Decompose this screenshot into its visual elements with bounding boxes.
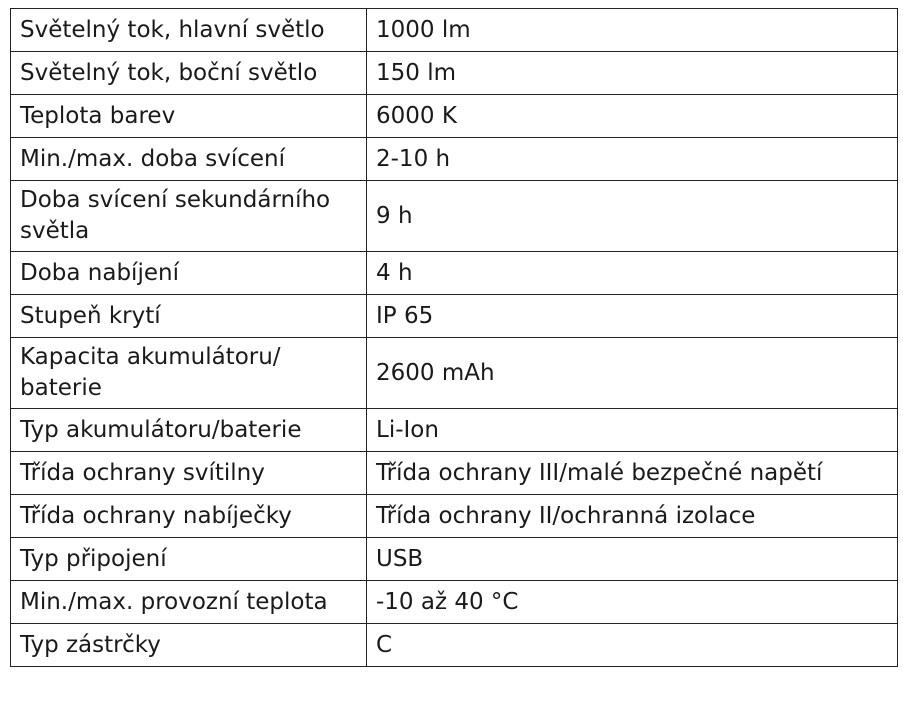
table-row xyxy=(11,95,898,138)
spec-value: IP 65 xyxy=(367,295,898,338)
spec-label: Min./max. provozní teplota xyxy=(11,581,367,624)
table-row xyxy=(11,624,898,667)
spec-label: Třída ochrany nabíječky xyxy=(11,495,367,538)
spec-value: 2600 mAh xyxy=(367,338,898,409)
spec-value: 4 h xyxy=(367,252,898,295)
table-row xyxy=(11,9,898,52)
spec-value: -10 až 40 °C xyxy=(367,581,898,624)
spec-table xyxy=(10,8,898,667)
spec-label: Typ připojení xyxy=(11,538,367,581)
table-row xyxy=(11,252,898,295)
spec-value: Třída ochrany III/malé bezpečné napětí xyxy=(367,452,898,495)
spec-label: Typ zástrčky xyxy=(11,624,367,667)
table-row xyxy=(11,495,898,538)
spec-value: 150 lm xyxy=(367,52,898,95)
spec-label: Typ akumulátoru/baterie xyxy=(11,409,367,452)
spec-label: Doba svícení sekundárního světla xyxy=(11,181,367,252)
spec-value: 2-10 h xyxy=(367,138,898,181)
table-row xyxy=(11,52,898,95)
spec-label: Třída ochrany svítilny xyxy=(11,452,367,495)
spec-label: Kapacita akumulátoru/ baterie xyxy=(11,338,367,409)
spec-value: C xyxy=(367,624,898,667)
table-row xyxy=(11,138,898,181)
table-row xyxy=(11,338,898,409)
table-row xyxy=(11,452,898,495)
spec-label: Světelný tok, hlavní světlo xyxy=(11,9,367,52)
spec-label: Min./max. doba svícení xyxy=(11,138,367,181)
spec-value: Li-Ion xyxy=(367,409,898,452)
table-row xyxy=(11,538,898,581)
spec-value: USB xyxy=(367,538,898,581)
spec-value: Třída ochrany II/ochranná izolace xyxy=(367,495,898,538)
spec-label: Doba nabíjení xyxy=(11,252,367,295)
spec-label: Světelný tok, boční světlo xyxy=(11,52,367,95)
spec-value: 9 h xyxy=(367,181,898,252)
spec-label: Stupeň krytí xyxy=(11,295,367,338)
spec-label: Teplota barev xyxy=(11,95,367,138)
table-row xyxy=(11,409,898,452)
table-row xyxy=(11,181,898,252)
spec-value: 1000 lm xyxy=(367,9,898,52)
spec-value: 6000 K xyxy=(367,95,898,138)
table-row xyxy=(11,581,898,624)
table-row xyxy=(11,295,898,338)
